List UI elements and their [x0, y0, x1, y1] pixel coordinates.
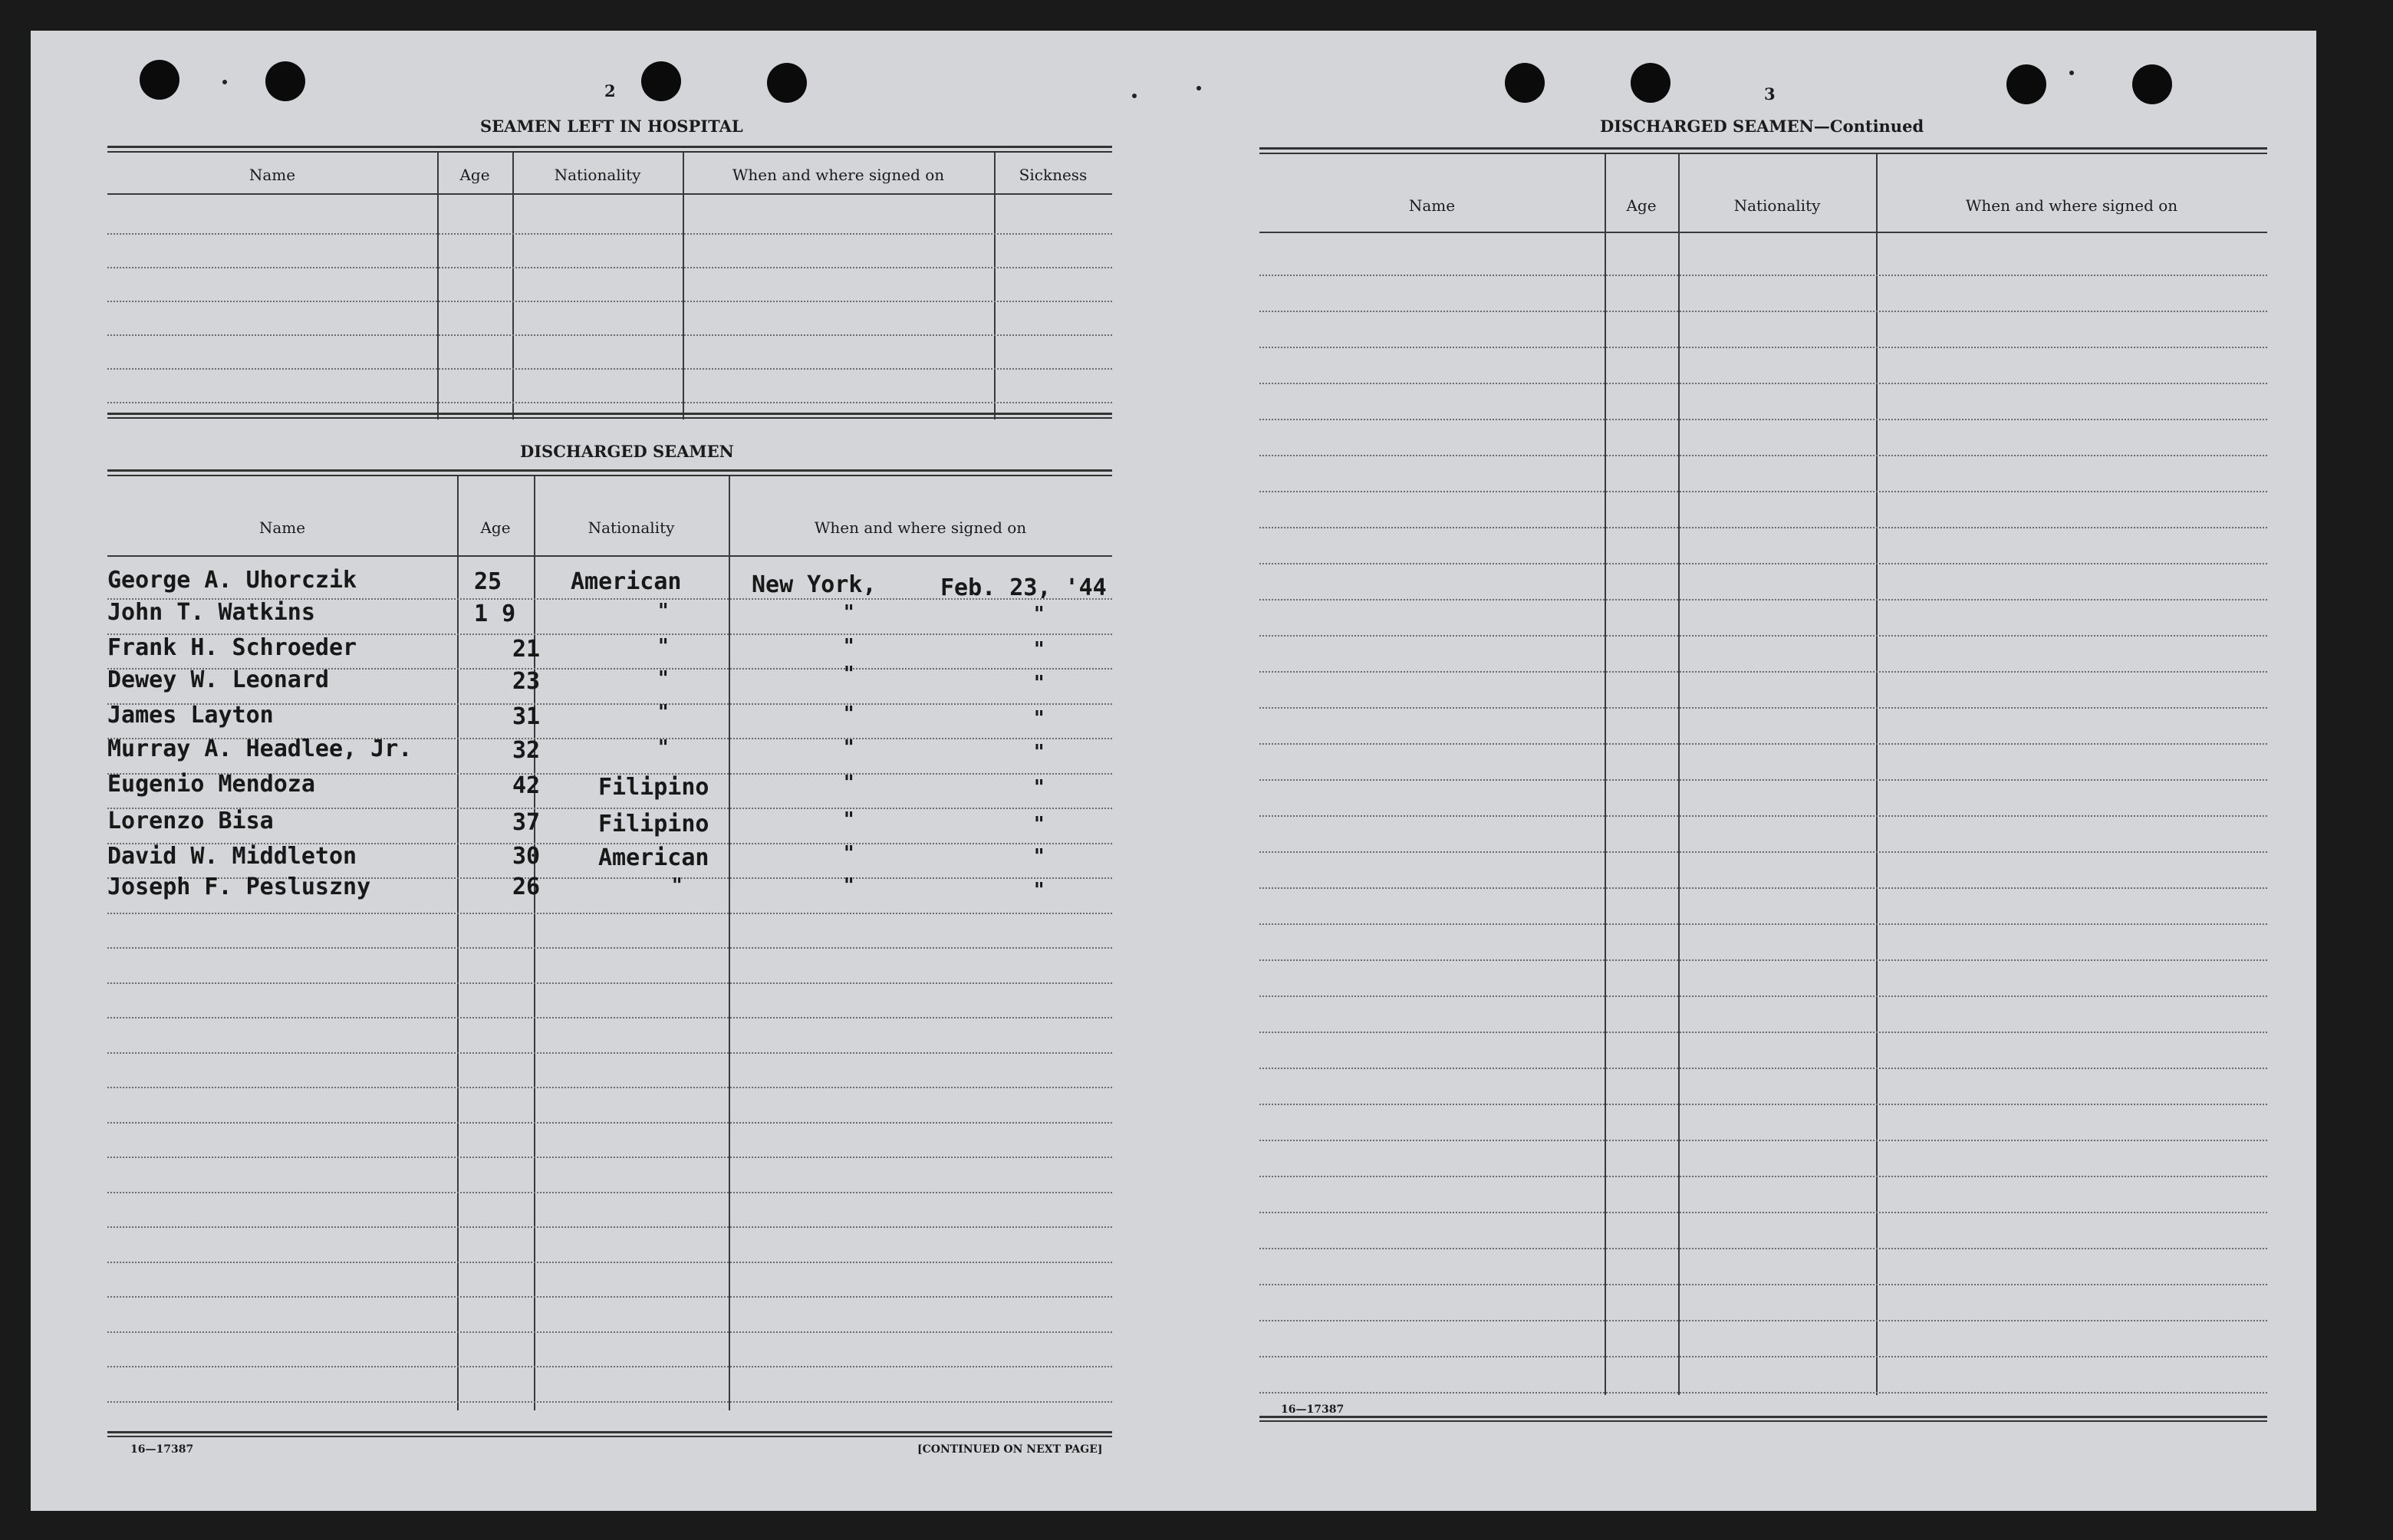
continued-header-signed-on: When and where signed on	[1965, 196, 2178, 215]
ruling-line	[107, 1017, 1112, 1018]
ruling-line	[107, 1052, 1112, 1054]
punch-hole	[2132, 64, 2172, 104]
continued-header-name: Name	[1408, 196, 1456, 215]
ruling-line	[107, 1262, 1112, 1263]
ruling-line	[1259, 1248, 2267, 1249]
ruling-line	[1259, 491, 2267, 492]
ruling-line	[1259, 959, 2267, 961]
ruling-line	[107, 1331, 1112, 1333]
punch-hole	[767, 63, 807, 103]
ditto-mark: "	[844, 663, 854, 686]
seaman-nationality: American	[598, 844, 709, 871]
signed-on-place: New York,	[752, 571, 877, 598]
ditto-mark: "	[844, 808, 854, 831]
speck	[222, 80, 227, 84]
speck	[1196, 86, 1201, 90]
ditto-mark: "	[1034, 672, 1045, 695]
ruling-line	[107, 1087, 1112, 1088]
seaman-name: Frank H. Schroeder	[107, 634, 357, 661]
seaman-name: Joseph F. Pesluszny	[107, 874, 371, 900]
signed-on-date: Feb. 23, '44	[940, 574, 1107, 601]
ruling-line	[1259, 671, 2267, 673]
ruling-line	[1259, 1320, 2267, 1321]
seaman-name: John T. Watkins	[107, 599, 315, 626]
ditto-mark: "	[844, 842, 854, 865]
ruling-line	[107, 1192, 1112, 1193]
ruling-line	[1259, 1212, 2267, 1213]
ruling-line	[1259, 1176, 2267, 1177]
seaman-name: Eugenio Mendoza	[107, 771, 315, 798]
discharged-header-signed-on: When and where signed on	[814, 518, 1027, 537]
seaman-nationality: Filipino	[598, 811, 709, 837]
ruling-line	[1259, 383, 2267, 384]
continued-header-age: Age	[1626, 196, 1657, 215]
ruling-line	[1259, 599, 2267, 601]
punch-hole	[641, 61, 681, 101]
discharged-continued-title: DISCHARGED SEAMEN—Continued	[1600, 117, 1924, 136]
discharged-continued-table	[1259, 147, 2267, 1436]
ruling-line	[1259, 1032, 2267, 1033]
ruling-line	[107, 982, 1112, 984]
seaman-age: 31	[512, 703, 541, 730]
ditto-mark: "	[658, 736, 669, 759]
page-number: 2	[604, 81, 616, 100]
ruling-line	[1259, 887, 2267, 889]
ruling-line	[107, 1401, 1112, 1403]
ditto-mark: "	[1034, 813, 1045, 836]
ruling-line	[1259, 743, 2267, 745]
seaman-age: 30	[512, 843, 541, 870]
punch-hole	[1505, 63, 1545, 103]
hospital-header-age: Age	[459, 166, 490, 184]
punch-hole	[2006, 64, 2046, 104]
discharged-header-nationality: Nationality	[588, 518, 675, 537]
ruling-line	[107, 1296, 1112, 1298]
ditto-mark: "	[658, 600, 669, 623]
ditto-mark: "	[1034, 741, 1045, 764]
ditto-mark: "	[1034, 707, 1045, 730]
punch-hole	[1631, 63, 1670, 103]
ruling-line	[1259, 1284, 2267, 1285]
seaman-nationality: Filipino	[598, 774, 709, 801]
ditto-mark: "	[844, 601, 854, 624]
ditto-mark: "	[844, 736, 854, 759]
seaman-name: David W. Middleton	[107, 843, 357, 870]
hospital-header-sickness: Sickness	[1019, 166, 1088, 184]
ruling-line	[1259, 419, 2267, 420]
seaman-name: James Layton	[107, 702, 274, 729]
ruling-line	[1259, 635, 2267, 637]
ruling-line	[1259, 1104, 2267, 1105]
ditto-mark: "	[658, 667, 669, 690]
seaman-name: Murray A. Headlee, Jr.	[107, 735, 413, 762]
ruling-line	[107, 1366, 1112, 1367]
ruling-line	[1259, 707, 2267, 709]
ditto-mark: "	[844, 772, 854, 795]
ruling-line	[1259, 923, 2267, 925]
seaman-name: Lorenzo Bisa	[107, 808, 274, 834]
hospital-header-name: Name	[249, 166, 296, 184]
seaman-age: 21	[512, 636, 541, 663]
ruling-line	[1259, 815, 2267, 817]
ruling-line	[107, 1157, 1112, 1158]
ditto-mark: "	[658, 701, 669, 724]
ditto-mark: "	[844, 635, 854, 658]
ruling-line	[1259, 851, 2267, 853]
ruling-line	[1259, 1068, 2267, 1069]
hospital-table	[107, 146, 1112, 454]
ruling-line	[1259, 563, 2267, 564]
ditto-mark: "	[1034, 879, 1045, 902]
ditto-mark: "	[658, 635, 669, 658]
speck	[2069, 71, 2074, 75]
ditto-mark: "	[1034, 776, 1045, 799]
form-number: 16—17387	[130, 1443, 194, 1456]
ruling-line	[1259, 779, 2267, 781]
seaman-age: 26	[512, 874, 541, 900]
discharged-table	[107, 469, 1112, 1445]
ditto-mark: "	[844, 874, 854, 897]
continued-note: [CONTINUED ON NEXT PAGE]	[917, 1443, 1103, 1456]
hospital-header-nationality: Nationality	[554, 166, 641, 184]
ruling-line	[1259, 527, 2267, 528]
speck	[1132, 94, 1137, 98]
ruling-line	[107, 1122, 1112, 1124]
ruling-line	[1259, 455, 2267, 456]
discharged-section-title: DISCHARGED SEAMEN	[520, 442, 734, 461]
ruling-line	[107, 1226, 1112, 1228]
ruling-line	[1259, 1140, 2267, 1141]
ruling-line	[1259, 311, 2267, 312]
punch-hole	[265, 61, 305, 101]
seaman-age: 1 9	[474, 601, 516, 627]
hospital-section-title: SEAMEN LEFT IN HOSPITAL	[480, 117, 743, 136]
continued-header-nationality: Nationality	[1733, 196, 1821, 215]
ruling-line	[107, 913, 1112, 914]
seaman-age: 23	[512, 668, 541, 695]
seaman-nationality: American	[571, 568, 682, 595]
ditto-mark: "	[844, 703, 854, 726]
ruling-line	[1259, 347, 2267, 348]
ditto-mark: "	[1034, 845, 1045, 868]
ditto-mark: "	[1034, 638, 1045, 661]
seaman-age: 42	[512, 772, 541, 799]
document-sheet	[31, 31, 2316, 1511]
discharged-header-age: Age	[480, 518, 511, 537]
ditto-mark: "	[1034, 603, 1045, 626]
seaman-name: Dewey W. Leonard	[107, 666, 329, 693]
form-number: 16—17387	[1281, 1403, 1345, 1416]
punch-hole	[140, 60, 179, 100]
page-number: 3	[1764, 84, 1776, 104]
ruling-line	[107, 947, 1112, 949]
ditto-mark: "	[672, 874, 683, 897]
seaman-age: 32	[512, 737, 541, 764]
ruling-line	[1259, 275, 2267, 276]
ruling-line	[1259, 1356, 2267, 1357]
seaman-age: 37	[512, 809, 541, 836]
discharged-header-name: Name	[258, 518, 306, 537]
ruling-line	[1259, 995, 2267, 997]
seaman-name: George A. Uhorczik	[107, 567, 357, 594]
hospital-header-signed-on: When and where signed on	[732, 166, 945, 184]
seaman-age: 25	[474, 568, 502, 595]
ruling-line	[1259, 1392, 2267, 1394]
